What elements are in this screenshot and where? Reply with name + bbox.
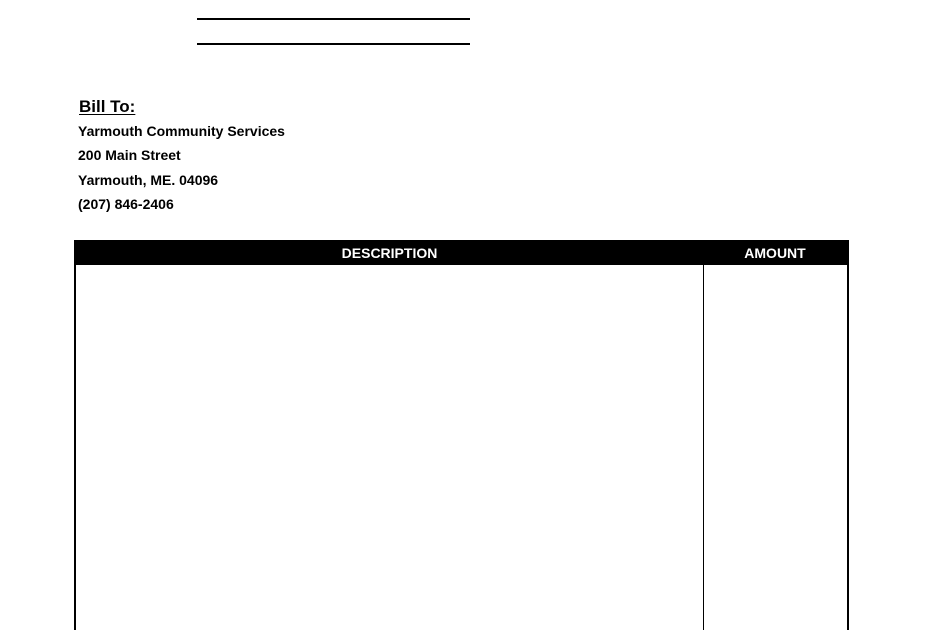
invoice-table — [74, 240, 849, 630]
bill-to-name: Yarmouth Community Services — [78, 123, 285, 139]
bill-to-city-state-zip: Yarmouth, ME. 04096 — [78, 172, 219, 188]
bill-to-heading: Bill To: — [79, 97, 136, 116]
bill-to-street: 200 Main Street — [78, 147, 181, 163]
column-header-description: DESCRIPTION — [341, 245, 438, 261]
description-cell[interactable] — [76, 265, 703, 630]
column-header-amount: AMOUNT — [744, 245, 806, 261]
amount-cell[interactable] — [704, 265, 847, 630]
phone-field[interactable] — [197, 18, 470, 20]
table-header — [76, 240, 847, 265]
bill-to-phone: (207) 846-2406 — [78, 196, 174, 212]
ein-field[interactable] — [197, 43, 470, 45]
table-body — [76, 265, 847, 630]
